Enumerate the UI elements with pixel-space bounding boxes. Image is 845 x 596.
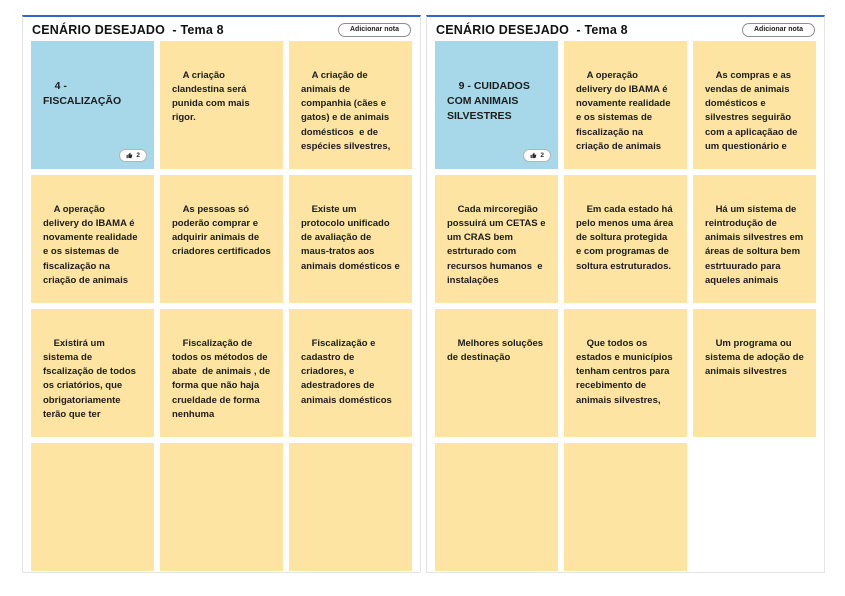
sticky-note[interactable] [289,41,412,169]
panel-title: CENÁRIO DESEJADO - Tema 8 [436,23,628,38]
note-text: Há um sistema de reintrodução de animais silvestres em áreas de soltura bem estrtuurado para aqueles animais [705,203,806,286]
sticky-note[interactable] [31,175,154,303]
panel-title: CENÁRIO DESEJADO - Tema 8 [32,23,224,38]
note-text: As pessoas só poderão comprar e adquirir animais de criadores certificados [172,203,271,258]
sticky-note[interactable] [693,175,816,303]
note-text: Fiscalização e cadastro de criadores, e adestradores de animais domésticos [301,337,392,406]
sticky-note[interactable] [435,443,558,571]
sticky-note[interactable] [31,41,154,169]
panel-header [23,17,420,41]
vote-count: 2 [136,151,140,159]
vote-count: 2 [540,151,544,159]
sticky-note[interactable] [289,175,412,303]
vote-badge[interactable] [119,149,147,162]
note-text: Que todos os estados e municípios tenham centros para recebimento de animais silvestres, [576,337,676,406]
sticky-note[interactable] [564,175,687,303]
sticky-note[interactable] [693,309,816,437]
sticky-note[interactable] [435,175,558,303]
note-text: A criação clandestina será punida com mais rigor. [172,69,253,124]
sticky-note[interactable] [289,309,412,437]
sticky-note[interactable] [160,443,283,571]
note-text: Existe um protocolo unificado de avaliação de maus-tratos aos animais domésticos e [301,203,400,272]
note-text: Cada mircoregião possuirá um CETAS e um CRAS bem estrturado com recursos humanos e instalações [447,203,549,286]
note-text: Fiscalização de todos os métodos de abate de animais , de forma que não haja crueldade de forma nenhuma [172,337,273,420]
note-text: A operação delivery do IBAMA é novamente realidade e os sistemas de fiscalização na criação de animais [576,69,674,152]
sticky-note[interactable] [31,443,154,571]
note-text: Em cada estado há pelo menos uma área de soltura protegida e com programas de soltura estruturados. [576,203,676,272]
note-text: Um programa ou sistema de adoção de animais silvestres [705,337,807,378]
note-text: A criação de animais de companhia (cães e gatos) e de animais domésticos e de espécies silvestres, [301,69,392,152]
note-text: Existirá um sistema de fscalização de todos os criatórios, que obrigatoriamente terão que ter [43,337,139,420]
sticky-note[interactable] [289,443,412,571]
vote-badge[interactable] [523,149,551,162]
add-note-button[interactable]: Adicionar nota [742,23,815,37]
sticky-note[interactable] [564,443,687,571]
sticky-note [693,443,816,571]
note-text: As compras e as vendas de animais domésticos e silvestres seguirão com a aplicaçãao de um questionário e [705,69,801,152]
scenario-panel [426,15,825,573]
thumbs-up-icon [530,152,537,159]
sticky-note[interactable] [160,41,283,169]
notes-grid [23,41,420,579]
sticky-note[interactable] [435,41,558,169]
sticky-note[interactable] [564,309,687,437]
sticky-note[interactable] [160,175,283,303]
sticky-note[interactable] [564,41,687,169]
sticky-note[interactable] [693,41,816,169]
thumbs-up-icon [126,152,133,159]
sticky-note[interactable] [160,309,283,437]
sticky-note[interactable] [31,309,154,437]
scenario-panel [22,15,421,573]
note-text: A operação delivery do IBAMA é novamente realidade e os sistemas de fiscalização na criação de animais [43,203,141,286]
add-note-button[interactable]: Adicionar nota [338,23,411,37]
panel-header [427,17,824,41]
sticky-note[interactable] [435,309,558,437]
note-text: Melhores soluções de destinação [447,337,546,363]
note-text: 4 - FISCALIZAÇÃO [43,79,122,107]
note-text: 9 - CUIDADOS COM ANIMAIS SILVESTRES [447,79,533,123]
notes-grid [427,41,824,579]
